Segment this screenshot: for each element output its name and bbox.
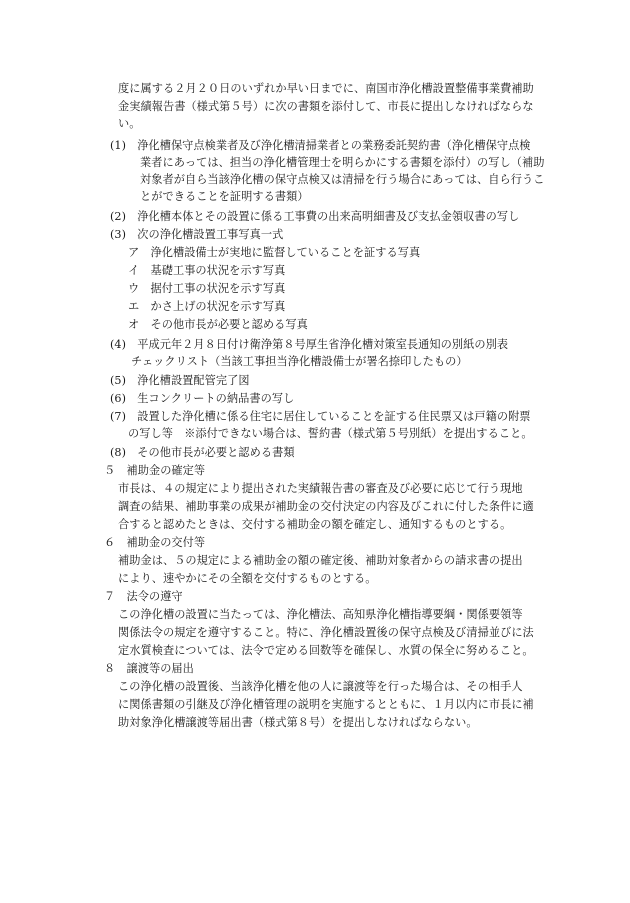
text-line: 市長は、４の規定により提出された実績報告書の審査及び必要に応じて行う現地 [118,482,523,495]
text-line: 定水質検査については、法令で定める回数等を確保し、水質の保全に努めること。 [118,644,534,657]
sub-item: ウ 据付工事の状況を示す写真 [128,282,286,295]
text-line: とができることを証明する書類） [140,190,309,203]
section-heading: ７ 法令の遵守 [104,590,183,603]
section-heading: ６ 補助金の交付等 [104,536,206,549]
sub-item: ア 浄化槽設備士が実地に監督していることを証する写真 [128,246,421,259]
section-heading: ５ 補助金の確定等 [104,464,206,477]
text-line: 金実績報告書（様式第５号）に次の書類を添付して、市長に提出しなければならな [118,100,534,113]
text-line: 補助金は、５の規定による補助金の額の確定後、補助対象者からの請求書の提出 [118,554,523,567]
text-line: により、速やかにその全額を交付するものとする。 [118,572,377,585]
list-item-6: (6) 生コンクリートの納品書の写し [110,392,295,405]
text-line: 合すると認めたときは、交付する補助金の額を確定し、通知するものとする。 [118,518,512,531]
text-line: 対象者が自ら当該浄化槽の保守点検又は清掃を行う場合にあっては、自ら行うこ [140,173,545,186]
text-line: 度に属する２月２０日のいずれか早い日までに、南国市浄化槽設置整備事業費補助 [118,82,534,95]
text-line: この浄化槽の設置に当たっては、浄化槽法、高知県浄化槽指導要綱・関係要領等 [118,608,523,621]
text-line: 助対象浄化槽譲渡等届出書（様式第８号）を提出しなければならない。 [118,716,478,729]
text-line: 関係法令の規定を遵守すること。特に、浄化槽設置後の保守点検及び清掃並びに法 [118,626,534,639]
text-line: 調査の結果、補助事業の成果が補助金の交付決定の内容及びこれに付した条件に適 [118,500,534,513]
text-line: の写し等 ※添付できない場合は、誓約書（様式第５号別紙）を提出すること。 [128,427,533,440]
sub-item: エ かさ上げの状況を示す写真 [128,300,286,313]
sub-item: イ 基礎工事の状況を示す写真 [128,264,286,277]
text-line: 業者にあっては、担当の浄化槽管理士を明らかにする書類を添付）の写し（補助 [140,156,545,169]
list-item-1: (1) 浄化槽保守点検業者及び浄化槽清掃業者との業務委託契約書（浄化槽保守点検 [110,139,531,152]
list-item-5: (5) 浄化槽設置配管完了図 [110,374,250,387]
list-item-8: (8) その他市長が必要と認める書類 [110,446,295,459]
list-item-4: (4) 平成元年２月８日付け衛浄第８号厚生省浄化槽対策室長通知の別紙の別表 [110,338,509,351]
text-line: に関係書類の引継及び浄化槽管理の説明を実施するとともに、１月以内に市長に補 [118,698,534,711]
sub-item: オ その他市長が必要と認める写真 [128,318,308,331]
section-heading: ８ 譲渡等の届出 [104,662,194,675]
list-item-3: (3) 次の浄化槽設置工事写真一式 [110,228,284,241]
text-line: この浄化槽の設置後、当該浄化槽を他の人に譲渡等を行った場合は、その相手人 [118,680,523,693]
list-item-2: (2) 浄化槽本体とその設置に係る工事費の出来高明細書及び支払金領収書の写し [110,210,520,223]
text-line: チェックリスト（当該工事担当浄化槽設備士が署名捺印したもの） [131,355,468,368]
list-item-7: (7) 設置した浄化槽に係る住宅に居住していることを証する住民票又は戸籍の附票 [110,410,531,423]
text-line: い。 [118,117,141,130]
